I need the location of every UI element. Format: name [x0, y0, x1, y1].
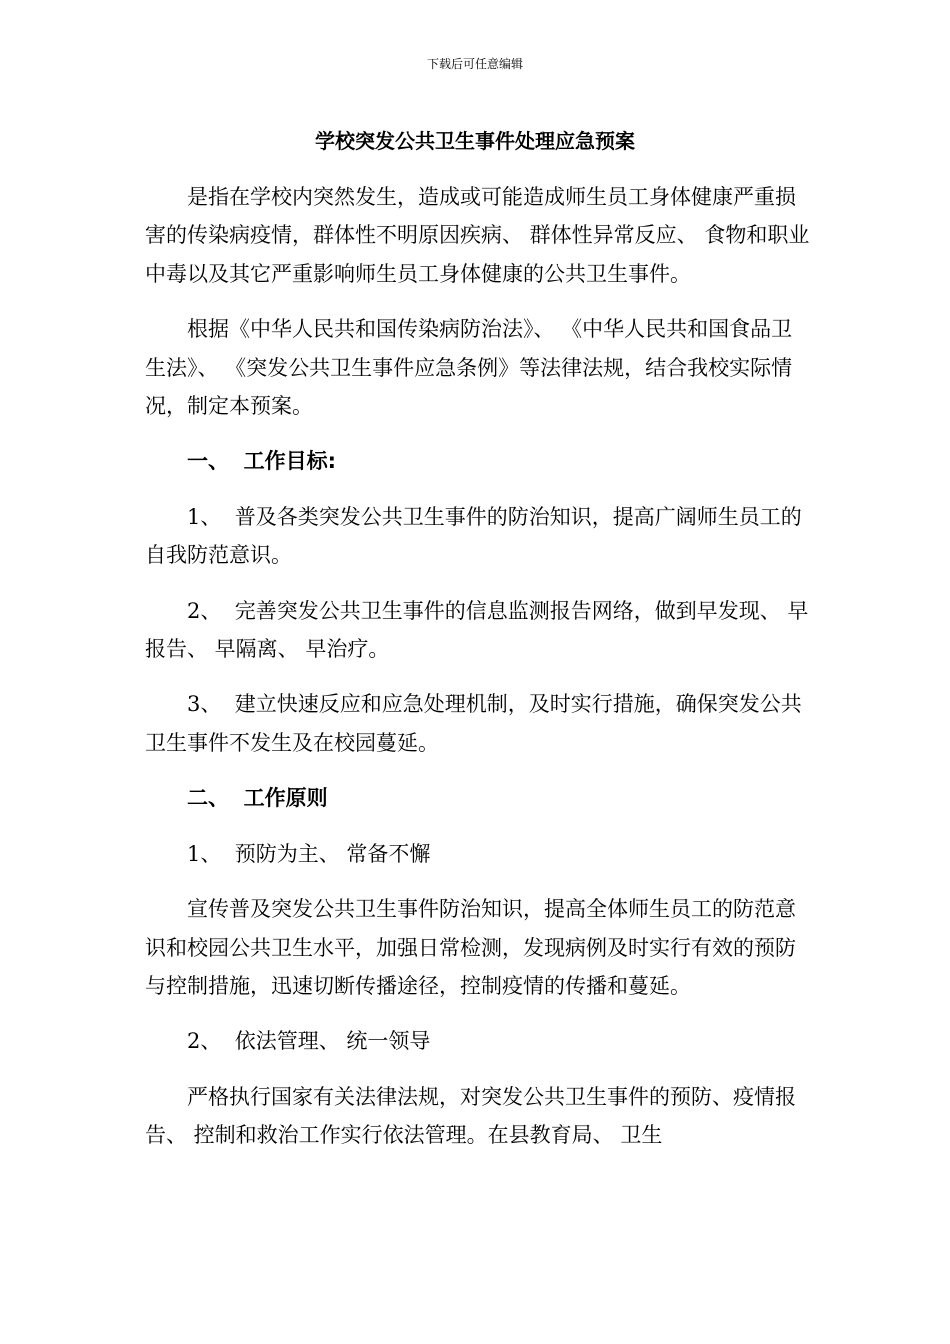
section-heading-principles: 二、 工作原则	[187, 786, 328, 811]
principle-item-1-text: 宣传普及突发公共卫生事件防治知识，提高全体师生员工的防范意识和校园公共卫生水平，加强日常检测，发现病例及时实行有效的预防与控制措施，迅速切断传播途径，控制疫情的传播和蔓延。	[145, 897, 796, 998]
goal-item-1: 1、 普及各类突发公共卫生事件的防治知识，提高广阔师生员工的自我防范意识。	[145, 504, 802, 568]
principle-item-2-title: 2、 依法管理、 统一领导	[187, 1029, 431, 1054]
document-body	[145, 178, 810, 1155]
principle-item-1-title: 1、 预防为主、 常备不懈	[187, 841, 431, 866]
principle-item-2-text: 严格执行国家有关法律法规，对突发公共卫生事件的预防、疫情报告、 控制和救治工作实行依法管理。在县教育局、 卫生	[145, 1084, 796, 1148]
goal-item-3: 3、 建立快速反应和应急处理机制，及时实行措施，确保突发公共卫生事件不发生及在校园蔓延。	[145, 692, 802, 755]
section-heading-goals: 一、 工作目标:	[187, 449, 337, 474]
paragraph-definition: 是指在学校内突然发生，造成或可能造成师生员工身体健康严重损害的传染病疫情，群体性不明原因疾病、 群体性异常反应、 食物和职业中毒以及其它严重影响师生员工身体健康的公共卫生事件。	[145, 185, 810, 286]
paragraph-basis: 根据《中华人民共和国传染病防治法》、 《中华人民共和国食品卫生法》、 《突发公共卫生事件应急条例》等法律法规，结合我校实际情况，制定本预案。	[145, 317, 793, 419]
document-title: 学校突发公共卫生事件处理应急预案	[315, 129, 635, 153]
page-header-note: 下载后可任意编辑	[426, 57, 523, 71]
goal-item-2: 2、 完善突发公共卫生事件的信息监测报告网络，做到早发现、 早报告、 早隔离、 早治疗。	[145, 598, 809, 662]
